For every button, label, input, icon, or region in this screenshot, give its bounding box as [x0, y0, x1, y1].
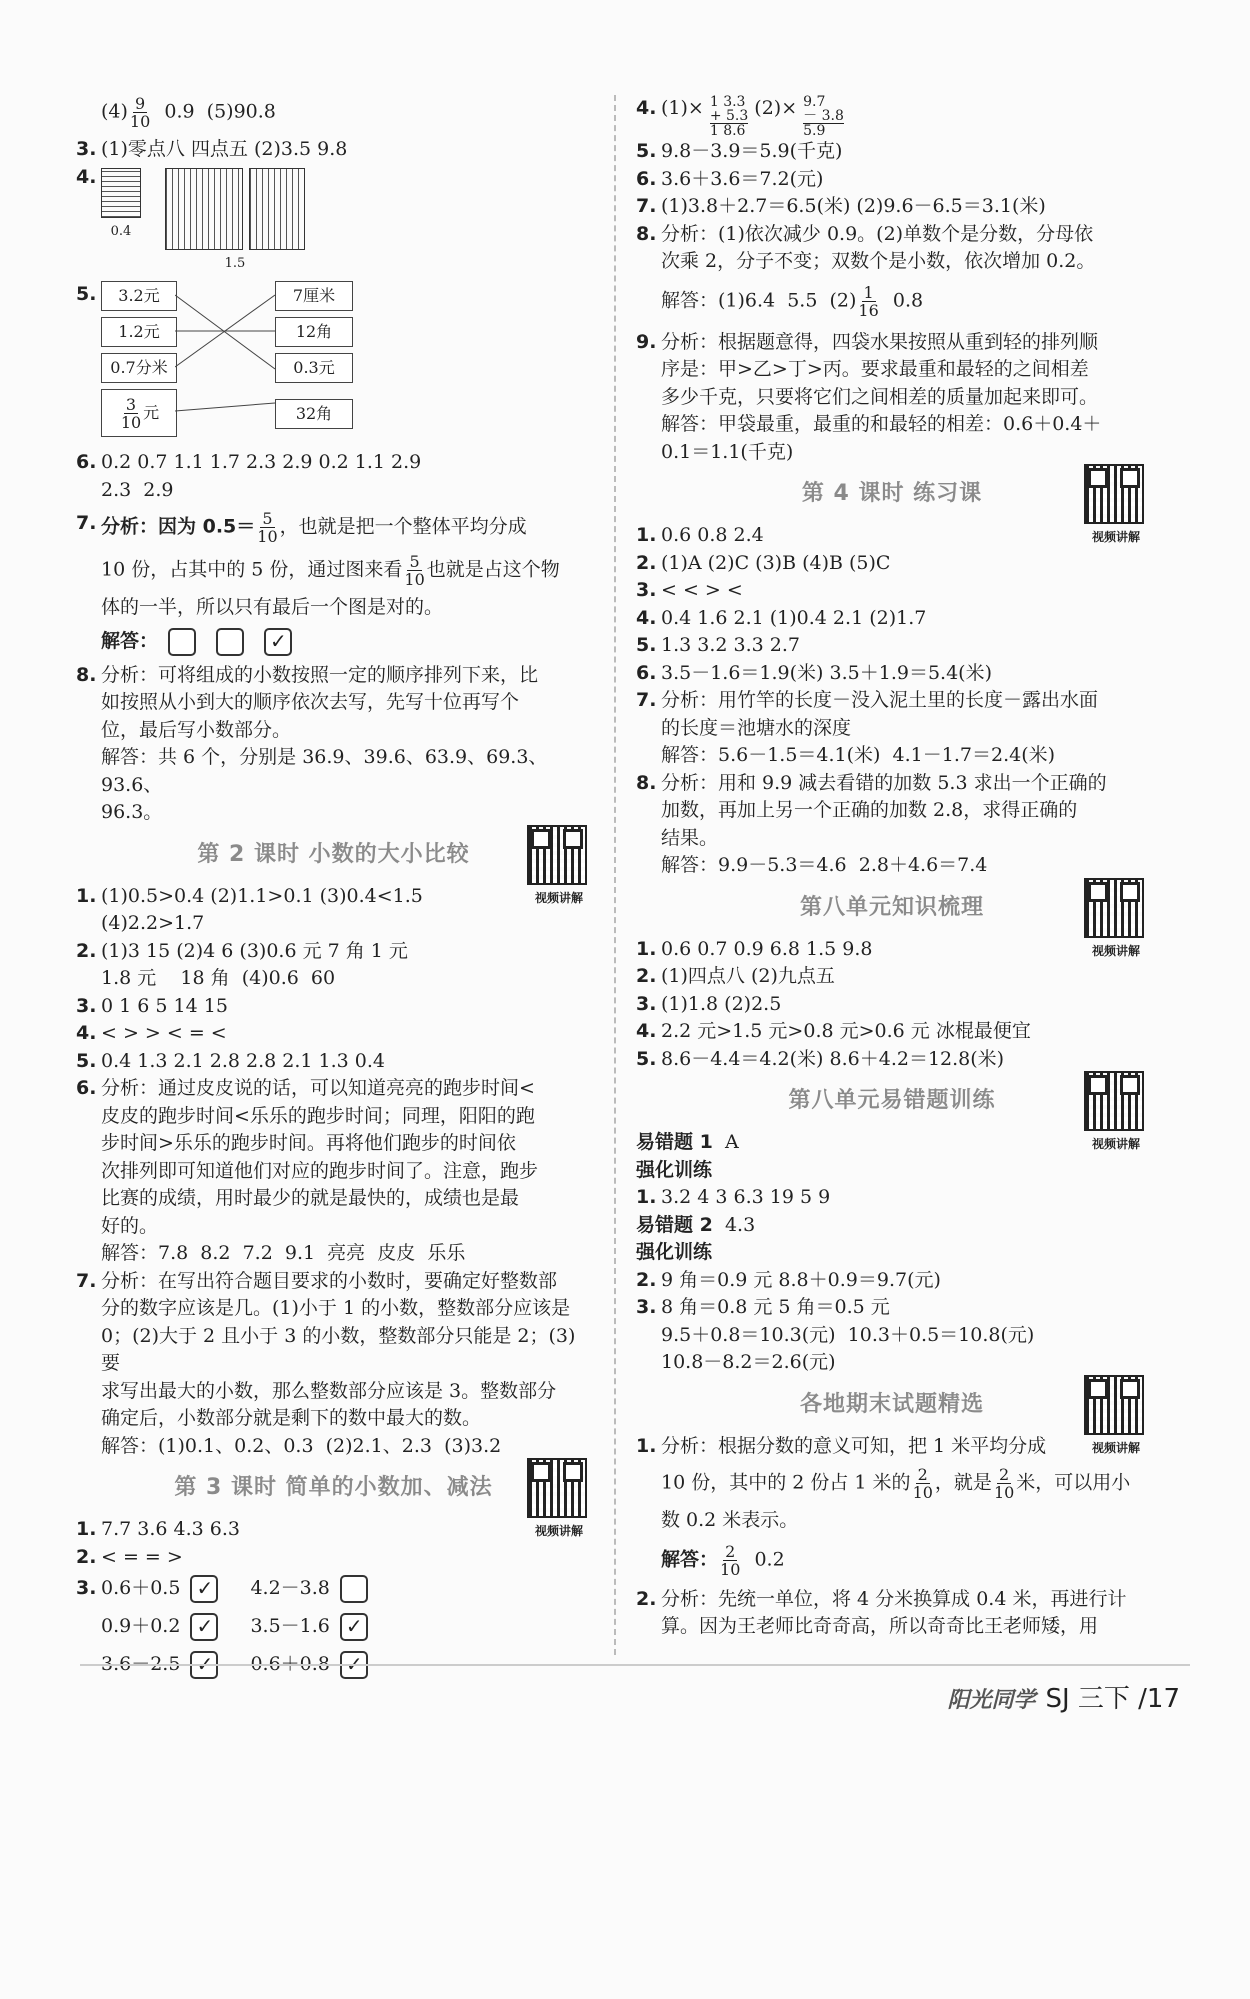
match-right-item: 12角 [275, 317, 353, 347]
footer-rule [80, 1664, 1190, 1666]
analysis-text: 分析：用和 9.9 减去看错的加数 5.3 求出一个正确的 [661, 771, 1107, 794]
expression: 0.6＋0.8 [250, 1653, 330, 1675]
question-8 [76, 662, 591, 690]
answer-text: 解答：9.9－5.3＝4.6 2.8＋4.6＝7.4 [661, 854, 988, 876]
checkbox-empty [340, 1575, 368, 1603]
matching-figure [101, 281, 361, 449]
calc-line: 1 8.6 [709, 123, 746, 139]
analysis-text: 次排列即可知道他们对应的跑步时间了。注意，跑步 [101, 1159, 539, 1182]
checkbox-checked [264, 628, 292, 656]
numerator: 9 [135, 94, 146, 113]
analysis-text: 米，可以用小 [1016, 1471, 1131, 1494]
denominator: 16 [858, 300, 879, 320]
denominator: 10 [912, 1483, 933, 1502]
q-number: 4. [76, 165, 97, 188]
numerator: 1 [863, 282, 874, 302]
fraction [404, 553, 424, 588]
question-5 [76, 281, 591, 449]
answer-text: (4)2.2>1.7 [101, 912, 205, 934]
answer-text: 10.8－8.2＝2.6(元) [661, 1351, 836, 1373]
q-number: 2. [636, 551, 657, 574]
calc-line: 9.7 [803, 94, 826, 110]
qr-caption: 视频讲解 [534, 1524, 583, 1538]
numerator: 3 [125, 395, 137, 414]
label: 强化训练 [636, 1158, 713, 1181]
checkbox-checked [190, 1613, 218, 1641]
question-3 [76, 1575, 591, 1689]
question-5 [636, 138, 1148, 166]
question-1 [636, 522, 1148, 550]
checkbox-checked [340, 1613, 368, 1641]
numerator: 2 [725, 1541, 736, 1561]
q-number: 3. [76, 138, 97, 160]
answer-text: 8.6－4.4＝4.2(米) 8.6＋4.2＝12.8(米) [661, 1047, 1005, 1070]
analysis-text: 结果。 [661, 826, 719, 849]
analysis-text: 加数，再加上另一个正确的加数 2.8，求得正确的 [661, 799, 1078, 821]
calc-line: + 5.3 [709, 108, 749, 124]
answer-text: 0.4 1.6 2.1 (1)0.4 2.1 (2)1.7 [661, 606, 927, 629]
section-title: 第 4 课时 练习课 [801, 481, 983, 507]
answer-text: A [724, 1131, 739, 1153]
right-column [636, 95, 1148, 1641]
q4-figures [101, 168, 305, 278]
answer-text: < < > < [661, 579, 743, 601]
question-7 [76, 510, 591, 545]
analysis-text: 分析：通过皮皮说的话，可以知道亮亮的跑步时间< [101, 1077, 535, 1099]
q-number: 1. [76, 1518, 97, 1540]
numerator: 2 [917, 1465, 928, 1484]
question-8 [636, 770, 1148, 798]
q-number: 1. [636, 937, 657, 960]
section-title: 第 2 课时 小数的大小比较 [197, 841, 470, 867]
analysis-text: 确定后，小数部分就是剩下的数中最大的数。 [101, 1407, 482, 1429]
question-3 [76, 993, 591, 1021]
brand-logo: 阳光同学 [947, 1688, 1036, 1713]
answer-line [636, 284, 1148, 319]
qr-caption: 视频讲解 [1091, 530, 1140, 544]
line [76, 553, 591, 588]
question-5 [636, 632, 1148, 660]
answer-text: 解答：7.8 8.2 7.2 9.1 亮亮 皮皮 乐乐 [101, 1242, 466, 1264]
answer-text: 解答：共 6 个，分别是 36.9、39.6、63.9、69.3、93.6、 [101, 746, 548, 796]
section-title: 第 3 课时 简单的小数加、减法 [174, 1475, 493, 1501]
qr-code[interactable] [527, 825, 591, 913]
answer-text: 8 角＝0.8 元 5 角＝0.5 元 [661, 1296, 890, 1318]
question-2 [636, 550, 1148, 578]
analysis-text: ，也就是把一个整体平均分成 [279, 515, 527, 538]
answer-text: 解答：甲袋最重，最重的和最轻的相差：0.6＋0.4＋ [661, 413, 1102, 435]
q-number: 2. [636, 965, 657, 987]
q-number: 3. [636, 992, 657, 1015]
answer-text: 0 1 6 5 14 15 [101, 994, 228, 1017]
question-4 [76, 164, 591, 278]
answer-text: < > > < = < [101, 1022, 227, 1044]
question-3 [636, 1294, 1148, 1322]
figure-label: 0.4 [110, 223, 132, 239]
question-2 [76, 1544, 591, 1572]
section-title: 第八单元易错题训练 [788, 1088, 996, 1114]
analysis-text: 好的。 [101, 1214, 159, 1237]
answer-text: 解答：(1)6.4 5.5 (2) [661, 289, 857, 311]
q-number: 7. [636, 195, 657, 217]
q-number: 6. [76, 451, 97, 473]
answer-text: 4.3 [724, 1213, 756, 1236]
question-1 [636, 1184, 1148, 1212]
q-number: 6. [76, 1077, 97, 1099]
grid-bars [165, 168, 305, 250]
q-number: 8. [636, 222, 657, 245]
question-4 [636, 1018, 1148, 1046]
question-7 [76, 1268, 591, 1296]
answer-label: 解答： [661, 1548, 719, 1570]
answer-label: 解答： [101, 629, 159, 652]
check-row [101, 1575, 378, 1613]
expression: 0.6＋0.5 [101, 1577, 181, 1599]
analysis-text: 分析：根据题意得，四袋水果按照从重到轻的排列顺 [661, 330, 1099, 353]
answer-text: 0.6 0.7 0.9 6.8 1.5 9.8 [661, 937, 873, 960]
question-6 [76, 1075, 591, 1103]
qr-icon [1084, 878, 1144, 938]
line [76, 95, 591, 130]
calc-line: 5.9 [803, 123, 826, 139]
q-number: 2. [76, 1545, 97, 1568]
q-number: 5. [636, 634, 657, 656]
question-9 [636, 329, 1148, 357]
answer-text: 96.3。 [101, 801, 163, 823]
answer-text: (2)× [754, 97, 798, 119]
question-3 [636, 991, 1148, 1019]
figure-grid-small [101, 168, 141, 246]
expression: 3.5－1.6 [250, 1615, 330, 1637]
question-2 [636, 963, 1148, 991]
analysis-text: 分的数字应该是几。(1)小于 1 的小数，整数部分应该是 [101, 1297, 571, 1319]
check-row [101, 1613, 378, 1651]
analysis-text: 比赛的成绩，用时最少的就是最快的，成绩也是最 [101, 1187, 520, 1209]
answer-text: < = = > [101, 1545, 183, 1568]
question-1 [76, 883, 591, 911]
check-row [101, 1651, 378, 1689]
answer-text: 9 角＝0.9 元 8.8＋0.9＝9.7(元) [661, 1268, 941, 1291]
calc-line: 1 3.3 [709, 94, 746, 110]
q-number: 1. [76, 884, 97, 907]
question-7 [636, 687, 1148, 715]
error-item-2 [636, 1212, 1148, 1240]
denominator: 10 [129, 112, 151, 131]
check-table [101, 1575, 378, 1689]
section-title: 各地期末试题精选 [799, 1391, 984, 1417]
question-2 [636, 1267, 1148, 1295]
q-number: 4. [76, 1022, 97, 1044]
q-number: 2. [636, 1587, 657, 1610]
match-right-item: 32角 [275, 399, 353, 429]
qr-icon [1084, 1375, 1144, 1435]
match-right-item: 7厘米 [275, 281, 353, 311]
q-number: 2. [76, 939, 97, 962]
analysis-text: 分析：可将组成的小数按照一定的顺序排列下来，比 [101, 663, 539, 686]
numerator: 5 [262, 509, 273, 528]
numerator: 5 [409, 552, 420, 571]
q-number: 3. [636, 579, 657, 601]
answer-text: 3.2 4 3 6.3 19 5 9 [661, 1186, 831, 1208]
answer-text: (1)0.5>0.4 (2)1.1>0.1 (3)0.4<1.5 [101, 884, 423, 907]
error-item-1 [636, 1129, 1148, 1157]
question-4 [636, 605, 1148, 633]
analysis-text: 体的一半，所以只有最后一个图是对的。 [101, 596, 444, 618]
question-2 [76, 938, 591, 966]
qr-code[interactable] [1084, 1375, 1148, 1463]
q-number: 3. [636, 1296, 657, 1318]
question-6 [636, 660, 1148, 688]
checkbox-empty [216, 628, 244, 656]
text: 0.9 (5)90.8 [152, 100, 276, 123]
answer-text: 9.5＋0.8＝10.3(元) 10.3＋0.5＝10.8(元) [661, 1323, 1035, 1346]
q-number: 8. [76, 663, 97, 686]
unit: 元 [143, 403, 160, 422]
denominator: 10 [993, 1483, 1015, 1502]
label: 强化训练 [636, 1241, 713, 1263]
denominator: 10 [404, 570, 425, 589]
analysis-text: 分析：根据分数的意义可知，把 1 米平均分成 [661, 1434, 1047, 1457]
section-title: 第八单元知识梳理 [799, 894, 984, 920]
expression: 0.9＋0.2 [101, 1615, 181, 1637]
answer-text: 0.2 [742, 1548, 785, 1570]
fraction [994, 1466, 1014, 1501]
fraction [720, 1543, 740, 1578]
fraction [913, 1466, 933, 1501]
analysis-text: 分析：因为 0.5＝ [101, 515, 256, 538]
qr-caption: 视频讲解 [1091, 943, 1140, 958]
answer-text: 7.7 3.6 4.3 6.3 [101, 1518, 240, 1540]
answer-text: 1.3 3.2 3.3 2.7 [661, 634, 800, 656]
q-number: 6. [636, 167, 657, 190]
answer-line [76, 628, 591, 656]
analysis-text: 算。因为王老师比奇奇高，所以奇奇比王老师矮，用 [661, 1615, 1099, 1637]
qr-code[interactable] [1084, 1071, 1148, 1159]
analysis-text: 皮皮的跑步时间<乐乐的跑步时间；同理，阳阳的跑 [101, 1104, 535, 1127]
q-number: 1. [636, 524, 657, 546]
question-1 [76, 1516, 591, 1544]
analysis-text: 也就是占这个物 [426, 558, 560, 581]
match-left-item: 3.2元 [101, 281, 177, 311]
q-number: 5. [76, 283, 97, 305]
question-1 [636, 1433, 1148, 1461]
answer-line [636, 1543, 1148, 1578]
expression: 3.6－2.5 [101, 1653, 181, 1675]
analysis-text: 的长度＝池塘水的深度 [661, 716, 852, 739]
checkbox-checked [190, 1575, 218, 1603]
question-5 [76, 1048, 591, 1076]
q-number: 5. [636, 1047, 657, 1070]
question-3 [636, 577, 1148, 605]
qr-caption: 视频讲解 [534, 890, 583, 905]
qr-code[interactable] [1084, 878, 1148, 966]
q-number: 3. [76, 1577, 97, 1599]
denominator: 10 [720, 1559, 741, 1579]
match-left-item: 0.7分米 [101, 353, 177, 383]
grid-shape [249, 168, 305, 250]
grid-shape [165, 168, 243, 250]
analysis-text: 分析：先统一单位，将 4 分米换算成 0.4 米，再进行计 [661, 1587, 1127, 1610]
question-3 [76, 136, 591, 164]
left-column [76, 95, 591, 1689]
answer-text: 0.6 0.8 2.4 [661, 524, 764, 546]
footer [947, 1678, 1180, 1715]
match-left-item [101, 389, 177, 437]
fraction [121, 396, 141, 431]
analysis-text: 步时间>乐乐的跑步时间。再将他们跑步的时间依 [101, 1132, 516, 1154]
qr-icon [1084, 464, 1144, 524]
analysis-text: 次乘 2，分子不变；双数个是小数，依次增加 0.2。 [661, 250, 1096, 272]
question-7 [636, 193, 1148, 221]
answer-text: (1)四点八 (2)九点五 [661, 965, 835, 987]
page-info: SJ 三下 /17 [1045, 1684, 1180, 1714]
fraction [130, 95, 150, 130]
column-divider [614, 95, 616, 1655]
qr-icon [527, 825, 587, 885]
question-4 [76, 1020, 591, 1048]
answer-text: 2.2 元>1.5 元>0.8 元>0.6 元 冰棍最便宜 [661, 1020, 1031, 1042]
answer-text: 0.2 0.7 1.1 1.7 2.3 2.9 0.2 1.1 2.9 [101, 451, 422, 473]
question-5 [636, 1046, 1148, 1074]
analysis-text: 数 0.2 米表示。 [661, 1509, 799, 1531]
analysis-text: 多少千克，只要将它们之间相差的质量加起来即可。 [661, 385, 1099, 408]
answer-text: 2.3 2.9 [101, 478, 174, 501]
analysis-text: 求写出最大的小数，那么整数部分应该是 3。整数部分 [101, 1379, 557, 1402]
q-number: 8. [636, 771, 657, 794]
question-1 [636, 936, 1148, 964]
vertical-calc-2 [803, 95, 844, 138]
match-lines [175, 281, 275, 441]
analysis-text: 分析：用竹竿的长度－没入泥土里的长度－露出水面 [661, 689, 1099, 711]
label: 易错题 1 [636, 1131, 713, 1153]
line [636, 1466, 1148, 1501]
fraction [858, 284, 878, 319]
answer-text: 0.8 [880, 289, 924, 311]
answer-text: (1)1.8 (2)2.5 [661, 992, 782, 1015]
answer-text: (1)零点八 四点五 (2)3.5 9.8 [101, 138, 348, 160]
question-4 [636, 95, 1148, 138]
qr-icon [1084, 1071, 1144, 1131]
answer-text: 3.6＋3.6＝7.2(元) [661, 167, 824, 190]
match-left-item: 1.2元 [101, 317, 177, 347]
analysis-text: 分析：在写出符合题目要求的小数时，要确定好整数部 [101, 1269, 558, 1292]
q-number: 9. [636, 330, 657, 353]
analysis-text: 分析：(1)依次减少 0.9。(2)单数个是分数，分母依 [661, 222, 1094, 245]
q-number: 4. [636, 97, 657, 119]
answer-text: 解答：5.6－1.5＝4.1(米) 4.1－1.7＝2.4(米) [661, 744, 1056, 766]
denominator: 10 [120, 413, 142, 432]
answer-text: 0.1＝1.1(千克) [661, 440, 794, 463]
analysis-text: 位，最后写小数部分。 [101, 718, 292, 741]
match-right-item: 0.3元 [275, 353, 353, 383]
q-number: 4. [636, 1020, 657, 1042]
analysis-text: 10 份，占其中的 5 份，通过图来看 [101, 558, 403, 581]
q-number: 1. [636, 1186, 657, 1208]
qr-code[interactable] [527, 1458, 591, 1546]
q-number: 7. [636, 689, 657, 711]
answer-text: 1.8 元 18 角 (4)0.6 60 [101, 967, 336, 989]
answer-text: 0.4 1.3 2.1 2.8 2.8 2.1 1.3 0.4 [101, 1049, 386, 1072]
analysis-text: 如按照从小到大的顺序依次去写，先写十位再写个 [101, 691, 520, 713]
label: 易错题 2 [636, 1213, 713, 1236]
answer-text: (1)3 15 (2)4 6 (3)0.6 元 7 角 1 元 [101, 939, 408, 962]
q-number: 6. [636, 661, 657, 684]
numerator: 2 [999, 1465, 1010, 1484]
figure-label: 1.5 [224, 255, 246, 271]
checkbox-empty [168, 628, 196, 656]
qr-code[interactable] [1084, 464, 1148, 552]
answer-text: (1)A (2)C (3)B (4)B (5)C [661, 551, 891, 574]
answer-text: 9.8－3.9＝5.9(千克) [661, 140, 843, 162]
analysis-text: 0；(2)大于 2 且小于 3 的小数，整数部分只能是 2；(3)要 [101, 1324, 576, 1374]
answer-text: (1)3.8＋2.7＝6.5(米) (2)9.6－6.5＝3.1(米) [661, 195, 1046, 217]
question-8 [636, 221, 1148, 249]
analysis-text: 10 份，其中的 2 份占 1 米的 [661, 1471, 911, 1494]
qr-caption: 视频讲解 [1091, 1137, 1140, 1151]
expression: 4.2－3.8 [250, 1577, 330, 1599]
figure-grid-large [165, 168, 305, 278]
qr-icon [527, 1458, 587, 1518]
vertical-calc-1 [710, 95, 748, 138]
text: (4) [101, 100, 128, 123]
q-number: 1. [636, 1434, 657, 1457]
qr-caption: 视频讲解 [1091, 1440, 1140, 1455]
calc-line: － 3.8 [803, 108, 844, 124]
analysis-text: ，就是 [934, 1471, 992, 1494]
answer-text: 解答：(1)0.1、0.2、0.3 (2)2.1、2.3 (3)3.2 [101, 1434, 502, 1457]
q-number: 5. [76, 1049, 97, 1072]
question-6 [76, 449, 591, 477]
answer-text: 3.5－1.6＝1.9(米) 3.5＋1.9＝5.4(米) [661, 661, 992, 684]
q-number: 3. [76, 994, 97, 1017]
q-number: 4. [636, 606, 657, 629]
q-number: 7. [76, 512, 97, 534]
denominator: 10 [257, 527, 278, 546]
question-6 [636, 166, 1148, 194]
fraction [257, 510, 277, 545]
grid-shape [101, 168, 141, 218]
analysis-text: 序是：甲>乙>丁>丙。要求最重和最轻的之间相差 [661, 358, 1089, 380]
answer-text: (1)× [661, 97, 704, 119]
q-number: 7. [76, 1269, 97, 1292]
q-number: 2. [636, 1268, 657, 1291]
q-number: 5. [636, 140, 657, 162]
question-2 [636, 1586, 1148, 1614]
